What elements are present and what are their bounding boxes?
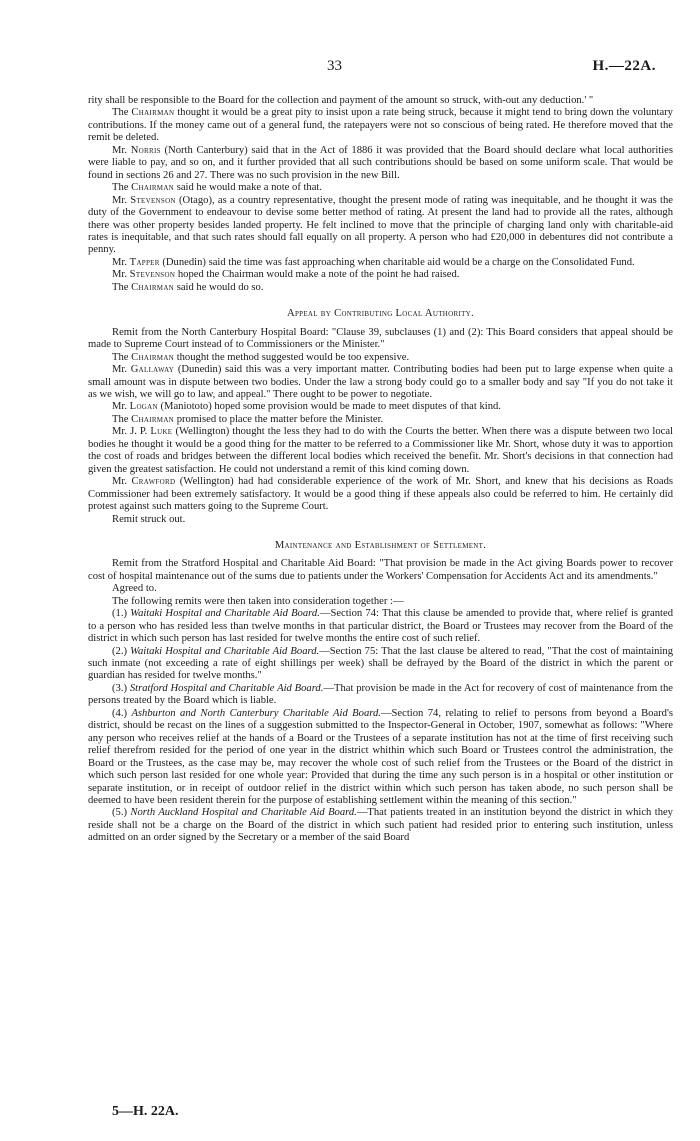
- text-run: promised to place the matter before the Minister.: [174, 413, 384, 425]
- text-run: The: [112, 413, 132, 425]
- text-run: Remit from the North Canterbury Hospital Board: "Clause 39, subclauses (1) and (2): This Board considers that appeal should be made to Supreme Court instead of to Commissioners or the Minister.": [88, 326, 673, 351]
- paragraph: [88, 683, 673, 708]
- text-run: Agreed to.: [112, 583, 157, 595]
- text-run: (Wellington) had had considerable experience of the work of Mr. Short, and knew that his decisions as Roads Commissioner had been extremely satisfactory. It would be a good thing if these appeals also could be referred to him. He certainly did protest against such matters going to the Supreme Court.: [88, 476, 673, 513]
- speaker-name: Crawford: [131, 476, 176, 488]
- section-heading: Maintenance and Establishment of Settlement.: [274, 539, 487, 551]
- text-run: The: [112, 182, 132, 194]
- speaker-name: Stevenson: [129, 269, 176, 281]
- speaker-name: Chairman: [131, 413, 175, 425]
- paragraph: [88, 327, 673, 352]
- text-run: Remit struck out.: [112, 513, 186, 525]
- text-run: The: [112, 107, 132, 119]
- text-run: —Section 74: That this clause be amended to provide that, where relief is granted to a person who has resided less than twelve months in that particular district, the Board or Trustees may recover from the Board of the district in which such person has last resided for twelve months the entire cost of such relief.: [88, 608, 673, 645]
- paragraph: [88, 107, 673, 144]
- text-run: (4.): [112, 707, 132, 719]
- text-run: The following remits were then taken into consideration together :—: [112, 595, 404, 607]
- text-run: thought it would be a great pity to insist upon a rate being struck, because it might tend to bring down the voluntary contributions. If the money came out of a general fund, the ratepayers were not so conscious of being rated. He therefore moved that the remit be deleted.: [88, 107, 673, 144]
- text-run: Mr.: [112, 401, 130, 413]
- paragraph: [88, 414, 673, 426]
- text-run: Mr.: [112, 194, 131, 206]
- text-run: (1.): [112, 608, 131, 620]
- paragraph: [88, 257, 673, 269]
- paragraph: [88, 646, 673, 683]
- board-name: North Auckland Hospital and Charitable Aid Board.: [130, 807, 357, 819]
- paragraph: [88, 596, 673, 608]
- paragraph: [88, 352, 673, 364]
- text-run: The: [112, 351, 132, 363]
- speaker-name: Chairman: [131, 107, 175, 119]
- speaker-name: Chairman: [131, 351, 175, 363]
- paragraph: [88, 269, 673, 281]
- paragraph: [88, 401, 673, 413]
- text-run: Mr.: [112, 269, 130, 281]
- paragraph: [88, 608, 673, 645]
- text-run: —Section 74, relating to relief to persons from beyond a Board's district, should be recast on the lines of a suggestion submitted to the Inspector-General in October, 1907, somewhat as follows: "Where any person who receives relief at the hands of a Board or the Trustees of a separate institution has not at the time of first receiving such relief therefrom resided for the period of one year in the district whithin which such Board or Trustees control the administration, the Board or the Trustees, as the case may be, may recover the whole cost of such relief from the Trustees or the Board of the district in which such person last resided for one whole year: Provided that during the time any such person is in a hospital or other institution or separate institution, or in receipt of outdoor relief in the district within which such person has taken abode, no such person shall be deemed to have been resident therein for the purpose of establishing settlement within the meaning of this section.": [88, 707, 673, 807]
- text-run: (Maniototo) hoped some provision would be made to meet disputes of that kind.: [157, 401, 501, 413]
- section-heading: Appeal by Contributing Local Authority.: [287, 308, 474, 320]
- speaker-name: Stevenson: [130, 194, 176, 206]
- text-run: (Wellington) thought the less they had to do with the Courts the better. When there was a dispute between two local bodies he thought it would be a good thing for the matter to be referred to a Commissioner like Mr. Short, whose duty it was to apportion the cost of roads and bridges between the different local bodies which received the benefit. Mr. Short's decisions in that connection had given the greatest satisfaction. He could not understand a remit of this kind coming down.: [88, 426, 673, 475]
- speaker-name: Chairman: [131, 281, 175, 293]
- paragraph: [88, 282, 673, 294]
- text-run: —Section 75: That the last clause be altered to read, "That the cost of maintaining such inmate (not exceeding a rate of eight shillings per week) shall be defrayed by the Board of the district in which the parent or guardian has resided for twelve months.": [88, 645, 673, 682]
- text-run: hoped the Chairman would make a note of the point he had raised.: [175, 269, 460, 281]
- paragraph: [88, 426, 673, 476]
- text-run: (5.): [112, 807, 131, 819]
- document-body: [88, 95, 673, 845]
- text-run: rity shall be responsible to the Board for the collection and payment of the amount so struck, with-out any deduction.' ": [88, 95, 594, 106]
- paragraph: [88, 95, 673, 107]
- text-run: said he would make a note of that.: [174, 182, 323, 194]
- speaker-name: Luke: [150, 426, 173, 438]
- board-name: Waitaki Hospital and Charitable Aid Board.: [130, 645, 320, 657]
- paragraph: [88, 195, 673, 257]
- text-run: (North Canterbury) said that in the Act of 1886 it was provided that the Board should declare what local authorities were liable to pay, and so on, and it further provided that all such contributions should be based on some uniform scale. That would be found in sections 26 and 27. There was no such provision in the new Bill.: [88, 144, 673, 181]
- paragraph: [88, 558, 673, 583]
- paragraph: [88, 807, 673, 844]
- text-run: —That patients treated in an institution beyond the district in which they reside shall not be a charge on the Board of the district in which such patient had resided prior to entering such institution, unless admitted on an order signed by the Secretary or a member of the said Board: [88, 807, 673, 844]
- paragraph: [88, 145, 673, 182]
- text-run: (Dunedin) said the time was fast approaching when charitable aid would be a charge on the Consolidated Fund.: [159, 256, 635, 268]
- text-run: Remit from the Stratford Hospital and Charitable Aid Board: "That provision be made in the Act giving Boards power to recover cost of hospital maintenance out of the sums due to patients under the Workers' Compensation for Accidents Act and its amendments.": [88, 558, 673, 582]
- text-run: (Otago), as a country representative, thought the present mode of rating was inequitable, and he thought it was the duty of the Government to endeavour to devise some better method of rating. At present the land had to provide all the rates, although there was other property besides landed property. He felt inclined to move that the principle of charging land only with charitable-aid rates is inequitable, and that such rates should fall equally on all property. A person who had £20,000 in debentures did not contribute a penny.: [88, 194, 673, 256]
- page-number: 33: [327, 58, 342, 74]
- paragraph: [88, 182, 673, 194]
- text-run: Mr.: [112, 256, 130, 268]
- speaker-name: Chairman: [131, 182, 175, 194]
- document-reference: H.—22A.: [592, 58, 656, 74]
- text-run: Mr.: [112, 144, 131, 156]
- paragraph: [88, 514, 673, 526]
- text-run: —That provision be made in the Act for recovery of cost of maintenance from the persons treated by the Board which is liable.: [88, 682, 673, 707]
- text-run: Mr.: [112, 476, 132, 488]
- signature-mark: 5—H. 22A.: [112, 1104, 179, 1119]
- speaker-name: Logan: [129, 401, 158, 413]
- text-run: (Dunedin) said this was a very important matter. Contributing bodies had been put to large expense when quite a small amount was in dispute between two bodies. Under the law a strong body could go to a smaller body and say "If you do not take it as we wish, we will go to law, and appeal." There ought to be power to negotiate.: [88, 364, 673, 400]
- text-run: thought the method suggested would be too expensive.: [174, 351, 410, 363]
- paragraph: [88, 708, 673, 808]
- text-run: Mr. J. P.: [112, 426, 151, 438]
- board-name: Stratford Hospital and Charitable Aid Board.: [129, 682, 324, 694]
- board-name: Waitaki Hospital and Charitable Aid Board.: [130, 608, 320, 620]
- speaker-name: Norris: [130, 144, 161, 156]
- text-run: The: [112, 281, 132, 293]
- speaker-name: Gallaway: [130, 364, 175, 376]
- paragraph: [88, 364, 673, 401]
- board-name: Ashburton and North Canterbury Charitable Aid Board.: [131, 707, 381, 719]
- speaker-name: Tapper: [129, 256, 160, 268]
- paragraph: [88, 583, 673, 595]
- paragraph: [88, 476, 673, 513]
- text-run: said he would do so.: [174, 281, 264, 293]
- text-run: Mr.: [112, 364, 131, 376]
- text-run: (2.): [112, 645, 131, 657]
- text-run: (3.): [112, 682, 130, 694]
